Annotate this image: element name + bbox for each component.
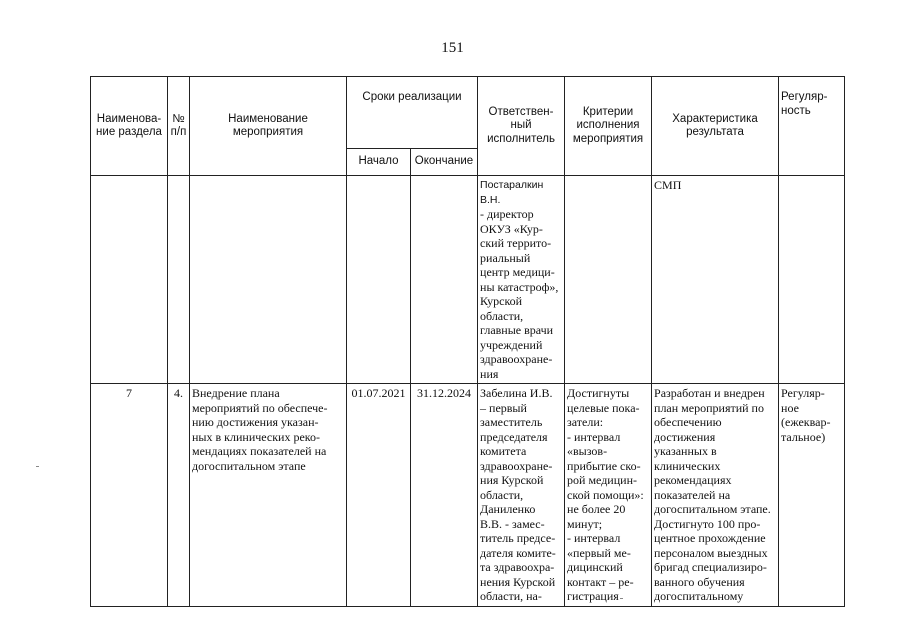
cont-responsible-cell xyxy=(478,176,565,384)
measures-table xyxy=(90,76,845,607)
page-number: 151 xyxy=(441,40,464,56)
row7-criteria: Достигнуты целевые пока- затели: - интервал «вызов- прибытие ско- рой медицин- ской помощи»: не более 20 минут; - интервал «первый ме- дицинский контакт – ре- гистрация xyxy=(565,384,652,607)
scan-speck xyxy=(36,466,39,467)
header-end: Окончание xyxy=(411,149,478,176)
cont-responsible-first-line: Постаралкин В.Н. xyxy=(480,179,544,206)
header-start: Начало xyxy=(347,149,411,176)
row7-start: 01.07.2021 xyxy=(347,384,411,607)
table-row xyxy=(91,384,845,607)
cont-start-cell xyxy=(347,176,411,384)
header-regularity: Регуляр- ность xyxy=(779,77,845,176)
header-section-name: Наименова- ние раздела xyxy=(91,77,168,176)
cont-measure-cell xyxy=(190,176,347,384)
cont-end-cell xyxy=(411,176,478,384)
row7-responsible: Забелина И.В. – первый заместитель председателя комитета здравоохране- ния Курской области, Даниленко В.В. - замес- титель предсе- дателя комите- та здравоохра- нения Курской области, на- xyxy=(478,384,565,607)
scan-speck xyxy=(620,598,623,599)
row7-section: 7 xyxy=(91,384,168,607)
header-result: Характеристика результата xyxy=(652,77,779,176)
header-criteria: Критерии исполнения мероприятия xyxy=(565,77,652,176)
cont-criteria-cell xyxy=(565,176,652,384)
cont-section-cell xyxy=(91,176,168,384)
header-item-number: № п/п xyxy=(168,77,190,176)
continuation-row xyxy=(91,176,845,384)
row7-regularity: Регуляр- ное (ежеквар- тальное) xyxy=(779,384,845,607)
cont-responsible-text: - директор ОКУЗ «Кур- ский террито- риальный центр медици- ны катастроф», Курской области, главные врачи учреждений здравоохране- ния xyxy=(480,207,559,381)
cont-result-text: СМП xyxy=(654,178,682,192)
cont-result-cell xyxy=(652,176,779,384)
header-measure-name: Наименование мероприятия xyxy=(190,77,347,176)
cont-regularity-cell xyxy=(779,176,845,384)
header-timeframe: Сроки реализации xyxy=(347,77,478,149)
header-responsible: Ответствен- ный исполнитель xyxy=(478,77,565,176)
row7-measure: Внедрение плана мероприятий по обеспече- нию достижения указан- ных в клинических реко- мендациях показателей на догоспитальном этапе xyxy=(190,384,347,607)
row7-end: 31.12.2024 xyxy=(411,384,478,607)
header-row xyxy=(91,77,845,149)
row7-number: 4. xyxy=(168,384,190,607)
row7-result: Разработан и внедрен план мероприятий по обеспечению достижения указанных в клинических рекомендациях показателей на догоспитальном этапе. Достигнуто 100 про- центное прохождение персоналом выездных бригад специализиро- ванного обучения догоспитальному xyxy=(652,384,779,607)
cont-number-cell xyxy=(168,176,190,384)
